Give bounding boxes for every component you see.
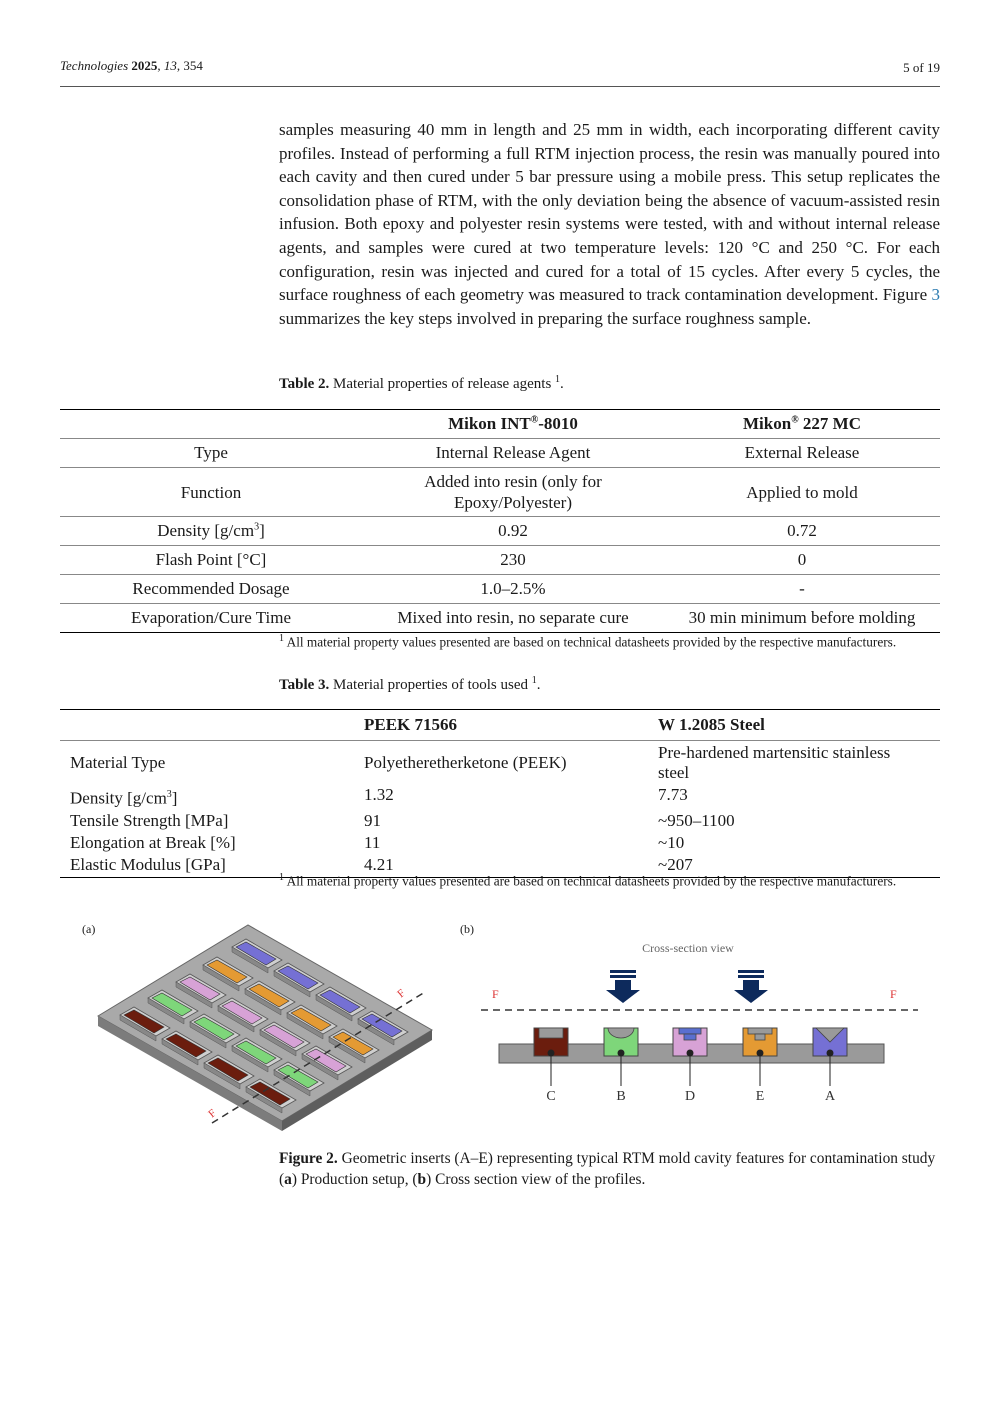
cell: 7.73 xyxy=(658,785,688,804)
row-label: Flash Point [°C] xyxy=(155,550,267,569)
row-label: Density $[g/cm^3]$ xyxy=(157,521,265,540)
table2-col2-header: Mikon® 227 MC xyxy=(743,414,861,433)
profile-label: A xyxy=(824,1089,836,1104)
cell: Applied to mold xyxy=(746,482,858,502)
table2-empty-header xyxy=(60,410,362,439)
table-row xyxy=(60,517,940,546)
row-label: Density $[g/cm^3]$ xyxy=(70,788,178,808)
cell: - xyxy=(799,579,805,598)
profile-label: E xyxy=(755,1089,765,1104)
table3-col1-header: PEEK 71566 xyxy=(364,715,458,734)
panel-b-label: (b) xyxy=(460,922,474,936)
table-row xyxy=(60,439,940,468)
figure-reference-link[interactable]: 3 xyxy=(931,285,940,305)
cell: 0.92 xyxy=(498,521,528,540)
profile-cavity xyxy=(679,1028,701,1034)
table-row xyxy=(60,784,940,810)
cell: Polyetheretherketone (PEEK) xyxy=(364,753,567,772)
journal-volume: 13 xyxy=(163,58,177,73)
table3-col2-header: W 1.2085 Steel xyxy=(658,715,765,734)
figure-label: Figure 2. xyxy=(279,1150,338,1167)
cell: 230 xyxy=(500,550,526,569)
cell: External Release xyxy=(744,443,860,462)
profile-label: C xyxy=(546,1089,556,1104)
table-row xyxy=(60,832,940,854)
journal-citation: Technologies 2025, 13, 354 xyxy=(60,58,203,73)
row-label: Recommended Dosage xyxy=(132,579,290,598)
force-label-left: F xyxy=(492,987,499,1001)
journal-name: Technologies xyxy=(60,58,129,73)
table3-header-row xyxy=(60,710,940,741)
table-row xyxy=(60,546,940,575)
cell: Added into resin (only for Epoxy/Polyester) xyxy=(424,472,602,512)
profile-label: D xyxy=(684,1089,696,1104)
cell: 1.0–2.5% xyxy=(480,579,546,598)
cell: 30 min minimum before molding xyxy=(688,608,916,627)
section-label-f-bottom: F xyxy=(206,1107,219,1121)
row-label: Elastic Modulus [GPa] xyxy=(70,854,226,874)
cell: 91 xyxy=(364,810,381,830)
press-arrow-left xyxy=(606,970,640,1003)
cell: Pre-hardened martensitic stainless steel xyxy=(658,743,891,782)
profile-group xyxy=(534,1028,847,1104)
production-setup-illustration xyxy=(98,925,432,1131)
table2-title: Material properties of release agents xyxy=(333,376,552,392)
body-paragraph xyxy=(279,118,940,330)
page-number: 5 of 19 xyxy=(903,60,940,75)
cell: 4.21 xyxy=(364,854,394,874)
table3-caption: Table 3. Material properties of tools used $^1$. xyxy=(279,675,541,693)
table2-label: Table 2. xyxy=(279,376,330,392)
figure-2 xyxy=(0,910,1000,1150)
table3-note-mark: 1 xyxy=(531,675,537,686)
figure-caption: Figure 2. Geometric inserts (A–E) representing typical RTM mold cavity features for contamination study (a) Production setup, (b) Cross section view of the profiles. xyxy=(279,1150,936,1188)
profile-cavity xyxy=(755,1034,765,1040)
cross-section-illustration xyxy=(481,941,918,1104)
cell: 0 xyxy=(797,550,807,569)
cross-section-title: Cross-section view xyxy=(642,941,734,955)
table-row xyxy=(60,468,940,517)
row-label: Material Type xyxy=(70,753,166,772)
cell: ~950–1100 xyxy=(658,810,735,830)
cell: 11 xyxy=(364,832,381,852)
profile-cavity xyxy=(748,1028,772,1034)
table2-col1-header: Mikon INT®-8010 xyxy=(448,414,578,433)
table3-empty-header xyxy=(60,710,354,741)
table2-footnote: $^1$ All material property values presented are based on technical datasheets provided by the respective manufacturers. xyxy=(279,633,897,650)
figure-svg xyxy=(0,910,1000,1150)
journal-year: 2025 xyxy=(131,58,158,73)
table-row xyxy=(60,741,940,785)
tools-table xyxy=(60,709,940,878)
profile-cavity xyxy=(684,1034,696,1040)
table-row xyxy=(60,575,940,604)
cell: 0.72 xyxy=(787,521,817,540)
cell: ~10 xyxy=(658,832,685,852)
row-label: Type xyxy=(194,443,228,462)
row-label: Tensile Strength [MPa] xyxy=(70,810,229,830)
paragraph-text-end: summarizes the key steps involved in preparing the surface roughness sample. xyxy=(279,308,812,328)
table-row xyxy=(60,604,940,633)
table-row xyxy=(60,810,940,832)
journal-article: 354 xyxy=(183,58,203,73)
table2-note-mark: 1 xyxy=(555,374,561,385)
table2-caption: Table 2. Material properties of release agents $^1$. xyxy=(279,374,564,392)
section-label-f-top: F xyxy=(395,987,408,1001)
release-agents-table xyxy=(60,409,940,633)
table3-footnote: $^1$ All material property values presented are based on technical datasheets provided by the respective manufacturers. xyxy=(279,872,897,889)
table3-label: Table 3. xyxy=(279,677,330,693)
page-header xyxy=(60,58,940,87)
cell: 1.32 xyxy=(364,785,394,804)
press-arrow-right xyxy=(734,970,768,1003)
row-label: Evaporation/Cure Time xyxy=(130,608,292,627)
row-label: Function xyxy=(180,482,242,502)
panel-a-label: (a) xyxy=(82,922,96,936)
cell: Internal Release Agent xyxy=(435,443,591,462)
paragraph-text: samples measuring 40 mm in length and 25 mm in width, each incorporating different cavity profiles. Instead of performing a full RTM injection process, the resin was manually poured into each cavity and then cured under 5 bar pressure using a mobile press. This setup replicates the consolidation phase of RTM, with the only deviation being the absence of vacuum-assisted resin infusion. Both epoxy and polyester resin systems were tested, with and without internal release agents, and samples were cured at two temperature levels: 120 °C and 250 °C. For each configuration, resin was injected and cured for a total of 15 cycles. After every 5 cycles, the surface roughness of each geometry was measured to track contamination development. Figure xyxy=(279,120,940,305)
table3-title: Material properties of tools used xyxy=(333,677,528,693)
profile-cavity xyxy=(539,1028,563,1038)
cell: Mixed into resin, no separate cure xyxy=(397,608,629,627)
force-label-right: F xyxy=(890,987,897,1001)
profile-label: B xyxy=(616,1089,626,1104)
cell: ~207 xyxy=(658,854,693,874)
row-label: Elongation at Break [%] xyxy=(70,832,236,852)
table2-header-row xyxy=(60,410,940,439)
